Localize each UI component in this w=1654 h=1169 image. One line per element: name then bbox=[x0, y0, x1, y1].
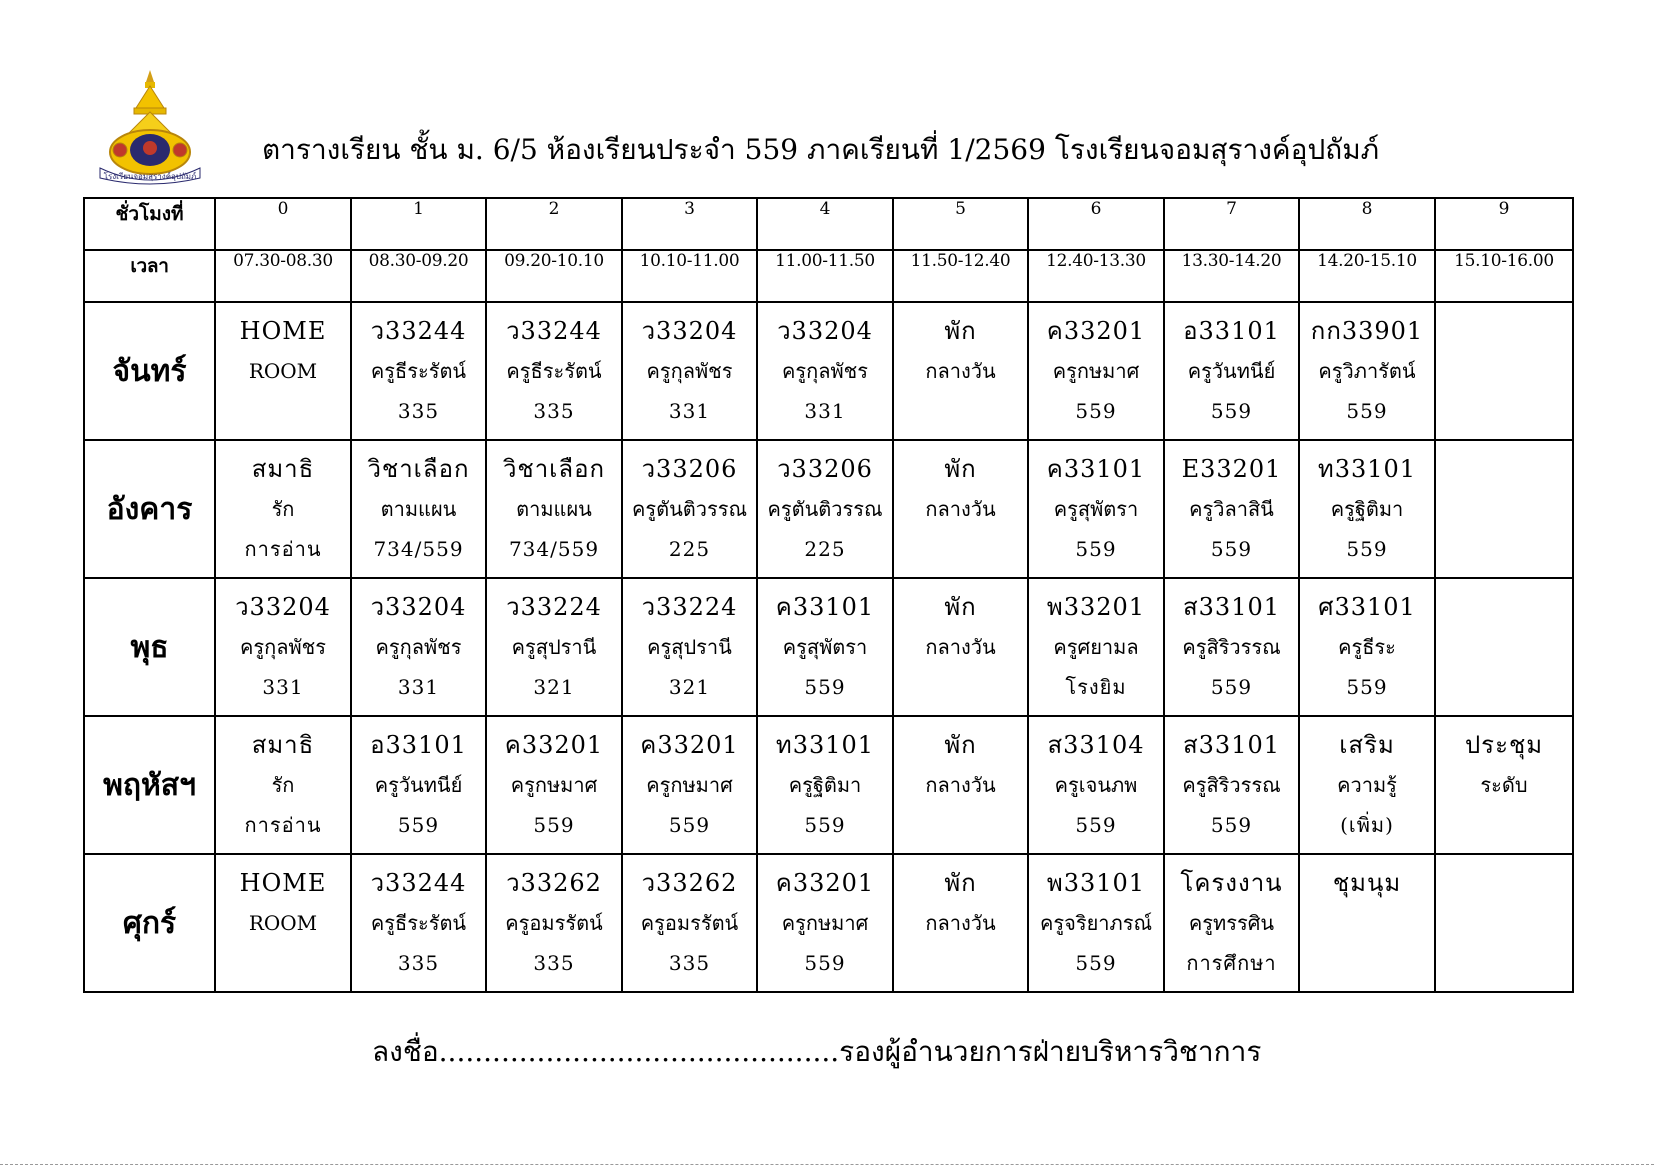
signature-line: ลงชื่อ.............................................รองผู้อำนวยการฝ่ายบริหารวิชาการ bbox=[372, 1035, 1262, 1068]
teacher-name: กลางวัน bbox=[925, 635, 996, 659]
class-cell bbox=[893, 302, 1028, 440]
day-row bbox=[84, 578, 1573, 716]
class-cell bbox=[1299, 578, 1435, 716]
class-cell bbox=[351, 578, 486, 716]
class-cell bbox=[351, 440, 486, 578]
class-cell bbox=[1435, 578, 1573, 716]
subject-code: โครงงาน bbox=[1180, 869, 1283, 897]
subject-code: วิชาเลือก bbox=[502, 455, 606, 483]
room: 225 bbox=[804, 537, 846, 561]
class-cell bbox=[757, 578, 893, 716]
subject-code bbox=[1436, 587, 1572, 627]
time-label: เวลา bbox=[84, 250, 215, 302]
subject-code: เสริม bbox=[1339, 731, 1395, 759]
day-row bbox=[84, 302, 1573, 440]
room bbox=[216, 943, 350, 983]
room bbox=[1436, 391, 1572, 431]
period-label: ชั่วโมงที่ bbox=[84, 198, 215, 250]
class-cell bbox=[893, 578, 1028, 716]
room: 559 bbox=[804, 951, 846, 975]
class-cell bbox=[1028, 440, 1164, 578]
class-cell bbox=[215, 716, 351, 854]
teacher-name: ตามแผน bbox=[380, 497, 457, 521]
period-header: 8 bbox=[1299, 198, 1435, 250]
logo-ribbon-text: โรงเรียนจอมสุรางค์อุปถัมภ์ bbox=[103, 172, 197, 181]
time-header: 14.20-15.10 bbox=[1299, 250, 1435, 302]
class-cell bbox=[215, 578, 351, 716]
subject-code: ค33201 bbox=[640, 731, 739, 759]
teacher-name: ระดับ bbox=[1480, 773, 1528, 797]
subject-code: ชุมนุม bbox=[1332, 869, 1402, 897]
class-cell bbox=[622, 854, 757, 992]
subject-code: พัก bbox=[944, 869, 977, 897]
subject-code: ส33104 bbox=[1047, 731, 1145, 759]
room: 321 bbox=[533, 675, 575, 699]
room: การอ่าน bbox=[244, 813, 322, 837]
teacher-name: ครูสิริวรรณ bbox=[1182, 773, 1281, 797]
class-cell bbox=[1028, 716, 1164, 854]
class-cell bbox=[1028, 578, 1164, 716]
period-header: 9 bbox=[1435, 198, 1573, 250]
teacher-name: ครูทรรศิน bbox=[1188, 911, 1275, 935]
class-cell bbox=[1299, 716, 1435, 854]
room bbox=[894, 391, 1027, 431]
teacher-name: ครูกษมาศ bbox=[510, 773, 598, 797]
day-label: จันทร์ bbox=[84, 302, 215, 440]
subject-code: สมาธิ bbox=[251, 455, 315, 483]
class-cell bbox=[1164, 578, 1299, 716]
class-cell bbox=[1299, 302, 1435, 440]
teacher-name: กลางวัน bbox=[925, 911, 996, 935]
teacher-name: ครูวิภารัตน์ bbox=[1318, 359, 1416, 383]
subject-code: ว33206 bbox=[777, 455, 873, 483]
teacher-name: ROOM bbox=[248, 911, 318, 935]
subject-code: ว33204 bbox=[641, 317, 738, 345]
room: 331 bbox=[804, 399, 846, 423]
subject-code: ค33201 bbox=[504, 731, 604, 759]
room bbox=[894, 529, 1027, 569]
room: การอ่าน bbox=[244, 537, 322, 561]
class-cell bbox=[1028, 854, 1164, 992]
subject-code: อ33101 bbox=[370, 731, 467, 759]
teacher-name: ROOM bbox=[248, 359, 318, 383]
teacher-name: ครูกษมาศ bbox=[646, 773, 733, 797]
day-label: พฤหัสฯ bbox=[84, 716, 215, 854]
teacher-name: ครูอมรรัตน์ bbox=[640, 911, 739, 935]
class-cell bbox=[1435, 854, 1573, 992]
day-row bbox=[84, 440, 1573, 578]
class-cell bbox=[351, 716, 486, 854]
teacher-name: ครูสุปรานี bbox=[647, 635, 732, 659]
time-header: 09.20-10.10 bbox=[486, 250, 622, 302]
room: 559 bbox=[1075, 537, 1117, 561]
subject-code: ค33101 bbox=[1046, 455, 1146, 483]
room: โรงยิม bbox=[1065, 675, 1127, 699]
room: 559 bbox=[397, 813, 440, 837]
timetable bbox=[83, 197, 1574, 993]
subject-code: พ33101 bbox=[1046, 869, 1146, 897]
day-label: อังคาร bbox=[84, 440, 215, 578]
class-cell bbox=[486, 578, 622, 716]
room: 331 bbox=[262, 675, 304, 699]
room: 559 bbox=[1346, 675, 1388, 699]
time-header: 12.40-13.30 bbox=[1028, 250, 1164, 302]
room bbox=[1436, 805, 1572, 845]
teacher-name: ครูเจนภพ bbox=[1054, 773, 1138, 797]
class-cell bbox=[893, 716, 1028, 854]
room: 331 bbox=[668, 399, 711, 423]
teacher-name: ครูกุลพัชร bbox=[375, 635, 462, 659]
subject-code: HOME bbox=[239, 317, 327, 345]
teacher-name: ครูสุปรานี bbox=[511, 635, 597, 659]
period-header: 1 bbox=[351, 198, 486, 250]
teacher-name: ครูสุพัตรา bbox=[782, 635, 868, 659]
room: 559 bbox=[1210, 399, 1253, 423]
class-cell bbox=[486, 716, 622, 854]
room: 559 bbox=[1210, 537, 1253, 561]
room: 225 bbox=[668, 537, 711, 561]
room: การศึกษา bbox=[1186, 951, 1277, 975]
class-cell bbox=[215, 440, 351, 578]
class-cell bbox=[1299, 854, 1435, 992]
teacher-name bbox=[1436, 489, 1572, 529]
teacher-name: ครูกุลพัชร bbox=[782, 359, 868, 383]
time-header: 10.10-11.00 bbox=[622, 250, 757, 302]
period-header: 2 bbox=[486, 198, 622, 250]
room: 734/559 bbox=[508, 537, 600, 561]
teacher-name: ครูกษมาศ bbox=[1052, 359, 1140, 383]
subject-code: ว33262 bbox=[641, 869, 738, 897]
time-header: 11.00-11.50 bbox=[757, 250, 893, 302]
teacher-name: ครูตันติวรรณ bbox=[767, 497, 883, 521]
room: 335 bbox=[397, 951, 440, 975]
teacher-name: กลางวัน bbox=[925, 359, 996, 383]
subject-code: ว33244 bbox=[370, 869, 467, 897]
subject-code: ว33224 bbox=[506, 593, 602, 621]
teacher-name: ครูกุลพัชร bbox=[240, 635, 326, 659]
time-header: 08.30-09.20 bbox=[351, 250, 486, 302]
subject-code: HOME bbox=[239, 869, 327, 897]
teacher-name: กลางวัน bbox=[925, 773, 996, 797]
teacher-name: ครูจริยาภรณ์ bbox=[1039, 911, 1152, 935]
room: 734/559 bbox=[373, 537, 464, 561]
subject-code: วิชาเลือก bbox=[367, 455, 470, 483]
class-cell bbox=[1028, 302, 1164, 440]
subject-code: ท33101 bbox=[775, 731, 875, 759]
class-cell bbox=[1435, 302, 1573, 440]
room: 559 bbox=[1210, 813, 1253, 837]
class-cell bbox=[351, 854, 486, 992]
teacher-name bbox=[1300, 903, 1434, 943]
class-cell bbox=[1164, 854, 1299, 992]
room: 335 bbox=[397, 399, 440, 423]
room: 559 bbox=[804, 813, 846, 837]
teacher-name: ตามแผน bbox=[516, 497, 592, 521]
period-header: 3 bbox=[622, 198, 757, 250]
class-cell bbox=[622, 440, 757, 578]
class-cell bbox=[1164, 716, 1299, 854]
room: (เพิ่ม) bbox=[1340, 813, 1394, 837]
day-label: ศุกร์ bbox=[84, 854, 215, 992]
subject-code: กก33901 bbox=[1310, 317, 1424, 345]
class-cell bbox=[622, 302, 757, 440]
class-cell bbox=[486, 854, 622, 992]
time-header: 13.30-14.20 bbox=[1164, 250, 1299, 302]
teacher-name: ครูธีระรัตน์ bbox=[370, 911, 467, 935]
room bbox=[894, 805, 1027, 845]
room bbox=[216, 391, 350, 431]
subject-code: พัก bbox=[944, 455, 977, 483]
room: 335 bbox=[668, 951, 711, 975]
class-cell bbox=[757, 716, 893, 854]
subject-code: ว33204 bbox=[370, 593, 467, 621]
subject-code: ว33204 bbox=[235, 593, 331, 621]
room: 559 bbox=[1346, 537, 1388, 561]
day-label: พุธ bbox=[84, 578, 215, 716]
subject-code: ค33101 bbox=[775, 593, 875, 621]
room bbox=[1436, 667, 1572, 707]
room: 331 bbox=[397, 675, 440, 699]
teacher-name: ครูศยามล bbox=[1053, 635, 1139, 659]
time-header: 15.10-16.00 bbox=[1435, 250, 1573, 302]
period-header: 6 bbox=[1028, 198, 1164, 250]
class-cell bbox=[622, 716, 757, 854]
room bbox=[894, 667, 1027, 707]
room bbox=[1436, 943, 1572, 983]
room bbox=[894, 943, 1027, 983]
period-header: 0 bbox=[215, 198, 351, 250]
subject-code: สมาธิ bbox=[251, 731, 315, 759]
room: 559 bbox=[804, 675, 846, 699]
teacher-name: ครูกุลพัชร bbox=[646, 359, 733, 383]
room: 559 bbox=[1075, 951, 1117, 975]
class-cell bbox=[215, 854, 351, 992]
subject-code: ส33101 bbox=[1183, 731, 1280, 759]
period-header: 4 bbox=[757, 198, 893, 250]
subject-code: ว33206 bbox=[641, 455, 738, 483]
class-cell bbox=[757, 440, 893, 578]
room: 559 bbox=[1210, 675, 1253, 699]
subject-code: ค33201 bbox=[1046, 317, 1146, 345]
subject-code: ว33244 bbox=[506, 317, 602, 345]
teacher-name: ครูสิริวรรณ bbox=[1182, 635, 1281, 659]
class-cell bbox=[622, 578, 757, 716]
teacher-name: ครูวันทนีย์ bbox=[1187, 359, 1276, 383]
teacher-name: ครูฐิติมา bbox=[1330, 497, 1404, 521]
teacher-name: ครูกษมาศ bbox=[781, 911, 869, 935]
school-logo bbox=[86, 68, 214, 192]
subject-code bbox=[1436, 863, 1572, 903]
class-cell bbox=[1435, 440, 1573, 578]
room: 559 bbox=[1346, 399, 1388, 423]
teacher-name: ครูวันทนีย์ bbox=[374, 773, 463, 797]
day-row bbox=[84, 854, 1573, 992]
teacher-name: ครูธีระ bbox=[1338, 635, 1396, 659]
class-cell bbox=[893, 854, 1028, 992]
room bbox=[1300, 943, 1434, 983]
class-cell bbox=[1164, 302, 1299, 440]
class-cell bbox=[893, 440, 1028, 578]
period-header: 5 bbox=[893, 198, 1028, 250]
page-divider bbox=[0, 1164, 1654, 1165]
subject-code: พ33201 bbox=[1046, 593, 1146, 621]
class-cell bbox=[486, 302, 622, 440]
subject-code: ส33101 bbox=[1183, 593, 1280, 621]
room: 335 bbox=[533, 951, 575, 975]
teacher-name: ความรู้ bbox=[1337, 773, 1397, 797]
room: 321 bbox=[668, 675, 711, 699]
subject-code: พัก bbox=[944, 731, 977, 759]
class-cell bbox=[351, 302, 486, 440]
day-row bbox=[84, 716, 1573, 854]
subject-code: พัก bbox=[944, 317, 977, 345]
period-header: 7 bbox=[1164, 198, 1299, 250]
room: 335 bbox=[533, 399, 575, 423]
room: 559 bbox=[1075, 813, 1117, 837]
teacher-name: ครูธีระรัตน์ bbox=[370, 359, 467, 383]
subject-code: ว33244 bbox=[370, 317, 467, 345]
subject-code: ประชุม bbox=[1464, 731, 1544, 759]
subject-code: ว33204 bbox=[777, 317, 873, 345]
teacher-name bbox=[1436, 351, 1572, 391]
room: 559 bbox=[533, 813, 575, 837]
class-cell bbox=[486, 440, 622, 578]
subject-code: พัก bbox=[944, 593, 977, 621]
subject-code bbox=[1436, 311, 1572, 351]
teacher-name bbox=[1436, 627, 1572, 667]
teacher-name: ครูตันติวรรณ bbox=[631, 497, 748, 521]
class-cell bbox=[1435, 716, 1573, 854]
room: 559 bbox=[668, 813, 711, 837]
teacher-name: ครูฐิติมา bbox=[788, 773, 862, 797]
time-header: 07.30-08.30 bbox=[215, 250, 351, 302]
subject-code: ท33101 bbox=[1317, 455, 1417, 483]
room: 559 bbox=[1075, 399, 1117, 423]
class-cell bbox=[757, 854, 893, 992]
time-header: 11.50-12.40 bbox=[893, 250, 1028, 302]
teacher-name: ครูสุพัตรา bbox=[1053, 497, 1139, 521]
class-cell bbox=[215, 302, 351, 440]
teacher-name: ครูอมรรัตน์ bbox=[505, 911, 603, 935]
page-title: ตารางเรียน ชั้น ม. 6/5 ห้องเรียนประจำ 559 ภาคเรียนที่ 1/2569 โรงเรียนจอมสุรางค์อุปถัมภ์ bbox=[262, 133, 1380, 166]
subject-code: ว33224 bbox=[641, 593, 738, 621]
class-cell bbox=[1299, 440, 1435, 578]
subject-code: E33201 bbox=[1181, 455, 1282, 483]
teacher-name: ครูวิลาสินี bbox=[1189, 497, 1274, 521]
teacher-name: รัก bbox=[271, 497, 295, 521]
teacher-name: ครูธีระรัตน์ bbox=[506, 359, 602, 383]
subject-code: ค33201 bbox=[775, 869, 875, 897]
teacher-name bbox=[1436, 903, 1572, 943]
subject-code: ว33262 bbox=[506, 869, 602, 897]
subject-code bbox=[1436, 449, 1572, 489]
teacher-name: กลางวัน bbox=[925, 497, 996, 521]
teacher-name: รัก bbox=[271, 773, 295, 797]
class-cell bbox=[757, 302, 893, 440]
subject-code: ศ33101 bbox=[1318, 593, 1416, 621]
room bbox=[1436, 529, 1572, 569]
subject-code: อ33101 bbox=[1183, 317, 1280, 345]
class-cell bbox=[1164, 440, 1299, 578]
